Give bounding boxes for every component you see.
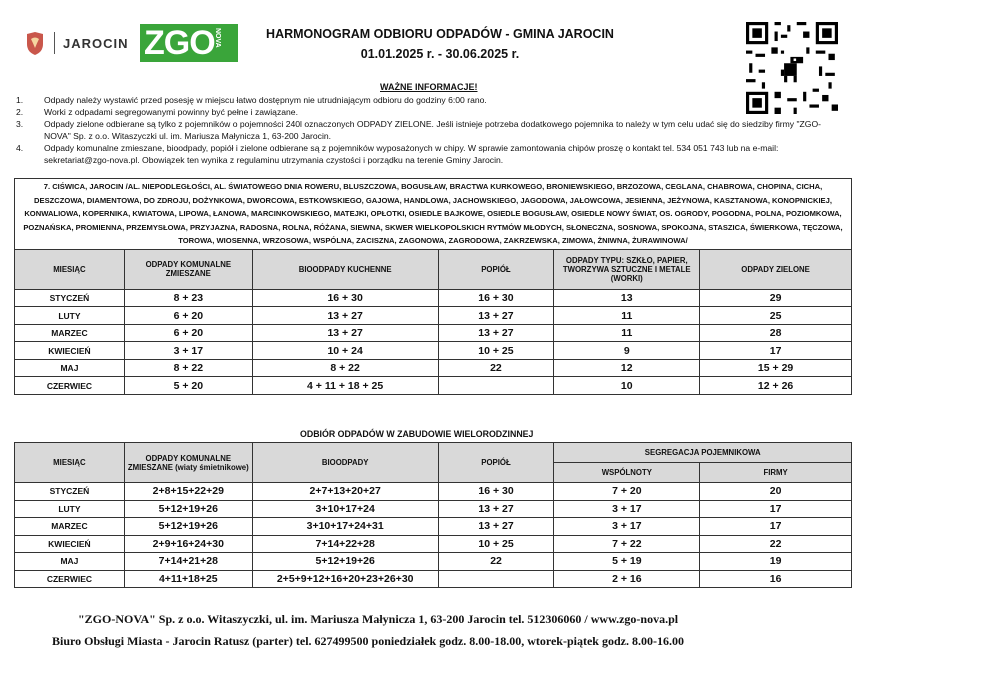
table-cell: 5+12+19+26 <box>252 553 438 571</box>
table-cell: 2 + 16 <box>554 570 700 588</box>
table-cell: 22 <box>438 359 554 377</box>
table-cell: 6 + 20 <box>124 324 252 342</box>
table-cell: 29 <box>700 289 852 307</box>
table-cell: 13 + 27 <box>438 307 554 325</box>
table-cell: 11 <box>554 307 700 325</box>
info-item <box>16 118 836 142</box>
table-row <box>15 570 852 588</box>
table-cell: 19 <box>700 553 852 571</box>
table-row <box>15 553 852 571</box>
info-item-number: 4. <box>16 143 24 153</box>
column-header: ODPADY KOMUNALNE ZMIESZANE <box>124 249 252 289</box>
table-cell: 7+14+22+28 <box>252 535 438 553</box>
table-cell: 3 + 17 <box>124 342 252 360</box>
jarocin-crest-icon <box>24 30 46 56</box>
column-header: BIOODPADY KUCHENNE <box>252 249 438 289</box>
town-logo-text: JAROCIN <box>63 35 129 51</box>
table-cell: 13 + 27 <box>438 324 554 342</box>
info-item <box>16 106 836 118</box>
info-item-text: Odpady należy wystawić przed posesję w miejscu łatwo dostępnym nie utrudniającym odbioru do godziny 6:00 rano. <box>44 95 487 105</box>
table-cell: 13 <box>554 289 700 307</box>
info-item-text: Odpady komunalne zmieszane, bioodpady, popiół i zielone odbierane są z pojemników wyposażonych w chipy. W sprawie zamontowania chipów proszę o kontakt tel. 534 051 743 lub na e-mail: sekretariat@zgo-nova.pl. Obowiązek ten wynika z regulaminu utrzymania czystości i porządku na terenie Gminy Jarocin. <box>44 143 779 165</box>
table-cell: 22 <box>700 535 852 553</box>
column-header: MIESIĄC <box>15 249 125 289</box>
table-cell: 7 + 20 <box>554 483 700 501</box>
table-row <box>15 307 852 325</box>
table-cell: 16 <box>700 570 852 588</box>
table-cell: 17 <box>700 518 852 536</box>
table-cell: 4 + 11 + 18 + 25 <box>252 377 438 395</box>
table-cell: 10 + 24 <box>252 342 438 360</box>
title-line-2: 01.01.2025 r. - 30.06.2025 r. <box>360 47 520 61</box>
table-cell: 16 + 30 <box>438 289 554 307</box>
table-cell: 3+10+17+24+31 <box>252 518 438 536</box>
page-title <box>250 24 630 64</box>
column-subheader: WSPÓLNOTY <box>554 463 700 483</box>
month-cell: MAJ <box>15 359 125 377</box>
table-row <box>15 500 852 518</box>
table-cell: 8 + 23 <box>124 289 252 307</box>
month-cell: KWIECIEŃ <box>15 342 125 360</box>
table-cell: 13 + 27 <box>438 518 554 536</box>
month-cell: CZERWIEC <box>15 377 125 395</box>
table-cell: 12 + 26 <box>700 377 852 395</box>
column-header: POPIÓŁ <box>438 249 554 289</box>
month-cell: MAJ <box>15 553 125 571</box>
column-header: POPIÓŁ <box>438 443 554 483</box>
table-cell: 10 + 25 <box>438 342 554 360</box>
column-header: ODPADY KOMUNALNE ZMIESZANE (wiaty śmietnikowe) <box>124 443 252 483</box>
table-row <box>15 518 852 536</box>
table-cell: 5 + 20 <box>124 377 252 395</box>
table-row <box>15 324 852 342</box>
month-cell: STYCZEŃ <box>15 289 125 307</box>
month-cell: LUTY <box>15 307 125 325</box>
info-list <box>16 94 836 166</box>
table-cell: 25 <box>700 307 852 325</box>
schedule-table-single-family <box>14 178 852 395</box>
table-row <box>15 342 852 360</box>
month-cell: KWIECIEŃ <box>15 535 125 553</box>
column-subheader: FIRMY <box>700 463 852 483</box>
table-cell: 28 <box>700 324 852 342</box>
table-cell: 12 <box>554 359 700 377</box>
footer-office-info: Biuro Obsługi Miasta - Jarocin Ratusz (parter) tel. 627499500 poniedziałek godz. 8.00-18.00, wtorek-piątek godz. 8.00-16.00 <box>52 634 684 648</box>
table-cell: 2+9+16+24+30 <box>124 535 252 553</box>
month-cell: STYCZEŃ <box>15 483 125 501</box>
table-row <box>15 483 852 501</box>
info-title: WAŻNE INFORMACJE! <box>380 82 478 92</box>
info-item <box>16 142 836 166</box>
table-cell: 22 <box>438 553 554 571</box>
table-cell: 13 + 27 <box>252 324 438 342</box>
logo-separator <box>54 32 55 54</box>
month-cell: CZERWIEC <box>15 570 125 588</box>
footer-company-info: "ZGO-NOVA" Sp. z o.o. Witaszyczki, ul. im. Mariusza Małynicza 1, 63-200 Jarocin tel. 512306060 / www.zgo-nova.pl <box>78 612 679 626</box>
column-header-group: SEGREGACJA POJEMNIKOWA <box>554 443 852 463</box>
table-cell: 16 + 30 <box>252 289 438 307</box>
table-cell: 5+12+19+26 <box>124 500 252 518</box>
multifamily-table-title: ODBIÓR ODPADÓW W ZABUDOWIE WIELORODZINNEJ <box>300 429 534 439</box>
table-cell: 2+5+9+12+16+20+23+26+30 <box>252 570 438 588</box>
table-cell: 17 <box>700 342 852 360</box>
table-cell: 9 <box>554 342 700 360</box>
month-cell: MARZEC <box>15 324 125 342</box>
table-cell: 3+10+17+24 <box>252 500 438 518</box>
table-cell: 2+7+13+20+27 <box>252 483 438 501</box>
table-cell: 11 <box>554 324 700 342</box>
column-header: BIOODPADY <box>252 443 438 483</box>
info-item-number: 2. <box>16 107 24 117</box>
table-cell: 8 + 22 <box>124 359 252 377</box>
table-cell: 3 + 17 <box>554 500 700 518</box>
table-row <box>15 289 852 307</box>
table-cell: 2+8+15+22+29 <box>124 483 252 501</box>
table-cell: 5+12+19+26 <box>124 518 252 536</box>
table-cell <box>438 570 554 588</box>
table-cell: 13 + 27 <box>438 500 554 518</box>
table-cell: 3 + 17 <box>554 518 700 536</box>
table-cell: 10 <box>554 377 700 395</box>
table-cell: 5 + 19 <box>554 553 700 571</box>
table-cell: 7+14+21+28 <box>124 553 252 571</box>
table-header-row <box>15 443 852 463</box>
column-header: MIESIĄC <box>15 443 125 483</box>
title-line-1: HARMONOGRAM ODBIORU ODPADÓW - GMINA JAROCIN <box>266 27 614 41</box>
table-cell: 8 + 22 <box>252 359 438 377</box>
info-item-text: Worki z odpadami segregowanymi powinny być pełne i zawiązane. <box>44 107 298 117</box>
month-cell: MARZEC <box>15 518 125 536</box>
company-logo-text: ZGO <box>144 24 215 62</box>
streets-list: 7. CIŚWICA, JAROCIN /AL. NIEPODLEGŁOŚCI, AL. ŚWIATOWEGO DNIA ROWERU, BLUSZCZOWA, BOGUSŁAW, BRACTWA KURKOWEGO, BRONIEWSKIEGO, BRZOZOWA, CEGLANA, CHABROWA, CHOPINA, CICHA, DESZCZOWA, DIAMENTOWA, DO ZDROJU, DOŻYNKOWA, DWORCOWA, ESTKOWSKIEGO, GAJOWA, HANDLOWA, JACHOWSKIEGO, JAGODOWA, JAŁOWCOWA, JESIENNA, JEŻYNOWA, KASZTANOWA, KONOPNICKIEJ, KONWALIOWA, KOPERNIKA, KWIATOWA, LIPOWA, ŁANOWA, MARCINKOWSKIEGO, MATEJKI, OPŁOTKI, OSIEDLE BAJKOWE, OSIEDLE BOGUSŁAW, OSIEDLE NOWY ŚWIAT, OS. OGRODY, POGODNA, POLNA, POZIOMKOWA, POZNAŃSKA, PROMIENNA, PRZEMYSŁOWA, PRZYJAZNA, RADOSNA, ROLNA, RÓŻANA, SIEWNA, SKWER WIELKOPOLSKICH RYTMÓW MŁODYCH, SŁONECZNA, SOSNOWA, SPOKOJNA, STASZICA, ŚWIERKOWA, TĘCZOWA, TOROWA, WIOSENNA, WRZOSOWA, WSPÓLNA, ZACISZNA, ZAGONOWA, ZAGRODOWA, ZAKRZEWSKA, ZIMOWA, ŻNIWNA, ŻURAWINOWA/ <box>15 179 852 250</box>
schedule-table-multi-family <box>14 442 852 588</box>
table-cell: 10 + 25 <box>438 535 554 553</box>
table-row <box>15 377 852 395</box>
table-cell: 4+11+18+25 <box>124 570 252 588</box>
table-row <box>15 535 852 553</box>
table-cell: 7 + 22 <box>554 535 700 553</box>
table-header-row <box>15 249 852 289</box>
table-cell <box>438 377 554 395</box>
zgo-nova-logo <box>140 24 238 62</box>
table-cell: 13 + 27 <box>252 307 438 325</box>
info-item <box>16 94 836 106</box>
table-cell: 16 + 30 <box>438 483 554 501</box>
company-logo-suffix: NOVA <box>214 28 221 48</box>
table-cell: 6 + 20 <box>124 307 252 325</box>
info-item-number: 3. <box>16 119 24 129</box>
table-cell: 17 <box>700 500 852 518</box>
table-cell: 15 + 29 <box>700 359 852 377</box>
month-cell: LUTY <box>15 500 125 518</box>
column-header: ODPADY ZIELONE <box>700 249 852 289</box>
info-item-number: 1. <box>16 95 24 105</box>
column-header: ODPADY TYPU: SZKŁO, PAPIER, TWORZYWA SZTUCZNE I METALE (WORKI) <box>554 249 700 289</box>
streets-row <box>15 179 852 250</box>
table-cell: 20 <box>700 483 852 501</box>
jarocin-logo <box>24 30 129 56</box>
info-item-text: Odpady zielone odbierane są tylko z pojemników o pojemności 240l oznaczonych ODPADY ZIELONE. Jeśli istnieje potrzeba dodatkowego pojemnika to należy w tym celu udać się do siedziby firmy "ZGO-NOVA" Sp. z o.o. Witaszyczki ul. im. Mariusza Małynicza 1, 63-200 Jarocin. <box>44 119 822 141</box>
table-row <box>15 359 852 377</box>
